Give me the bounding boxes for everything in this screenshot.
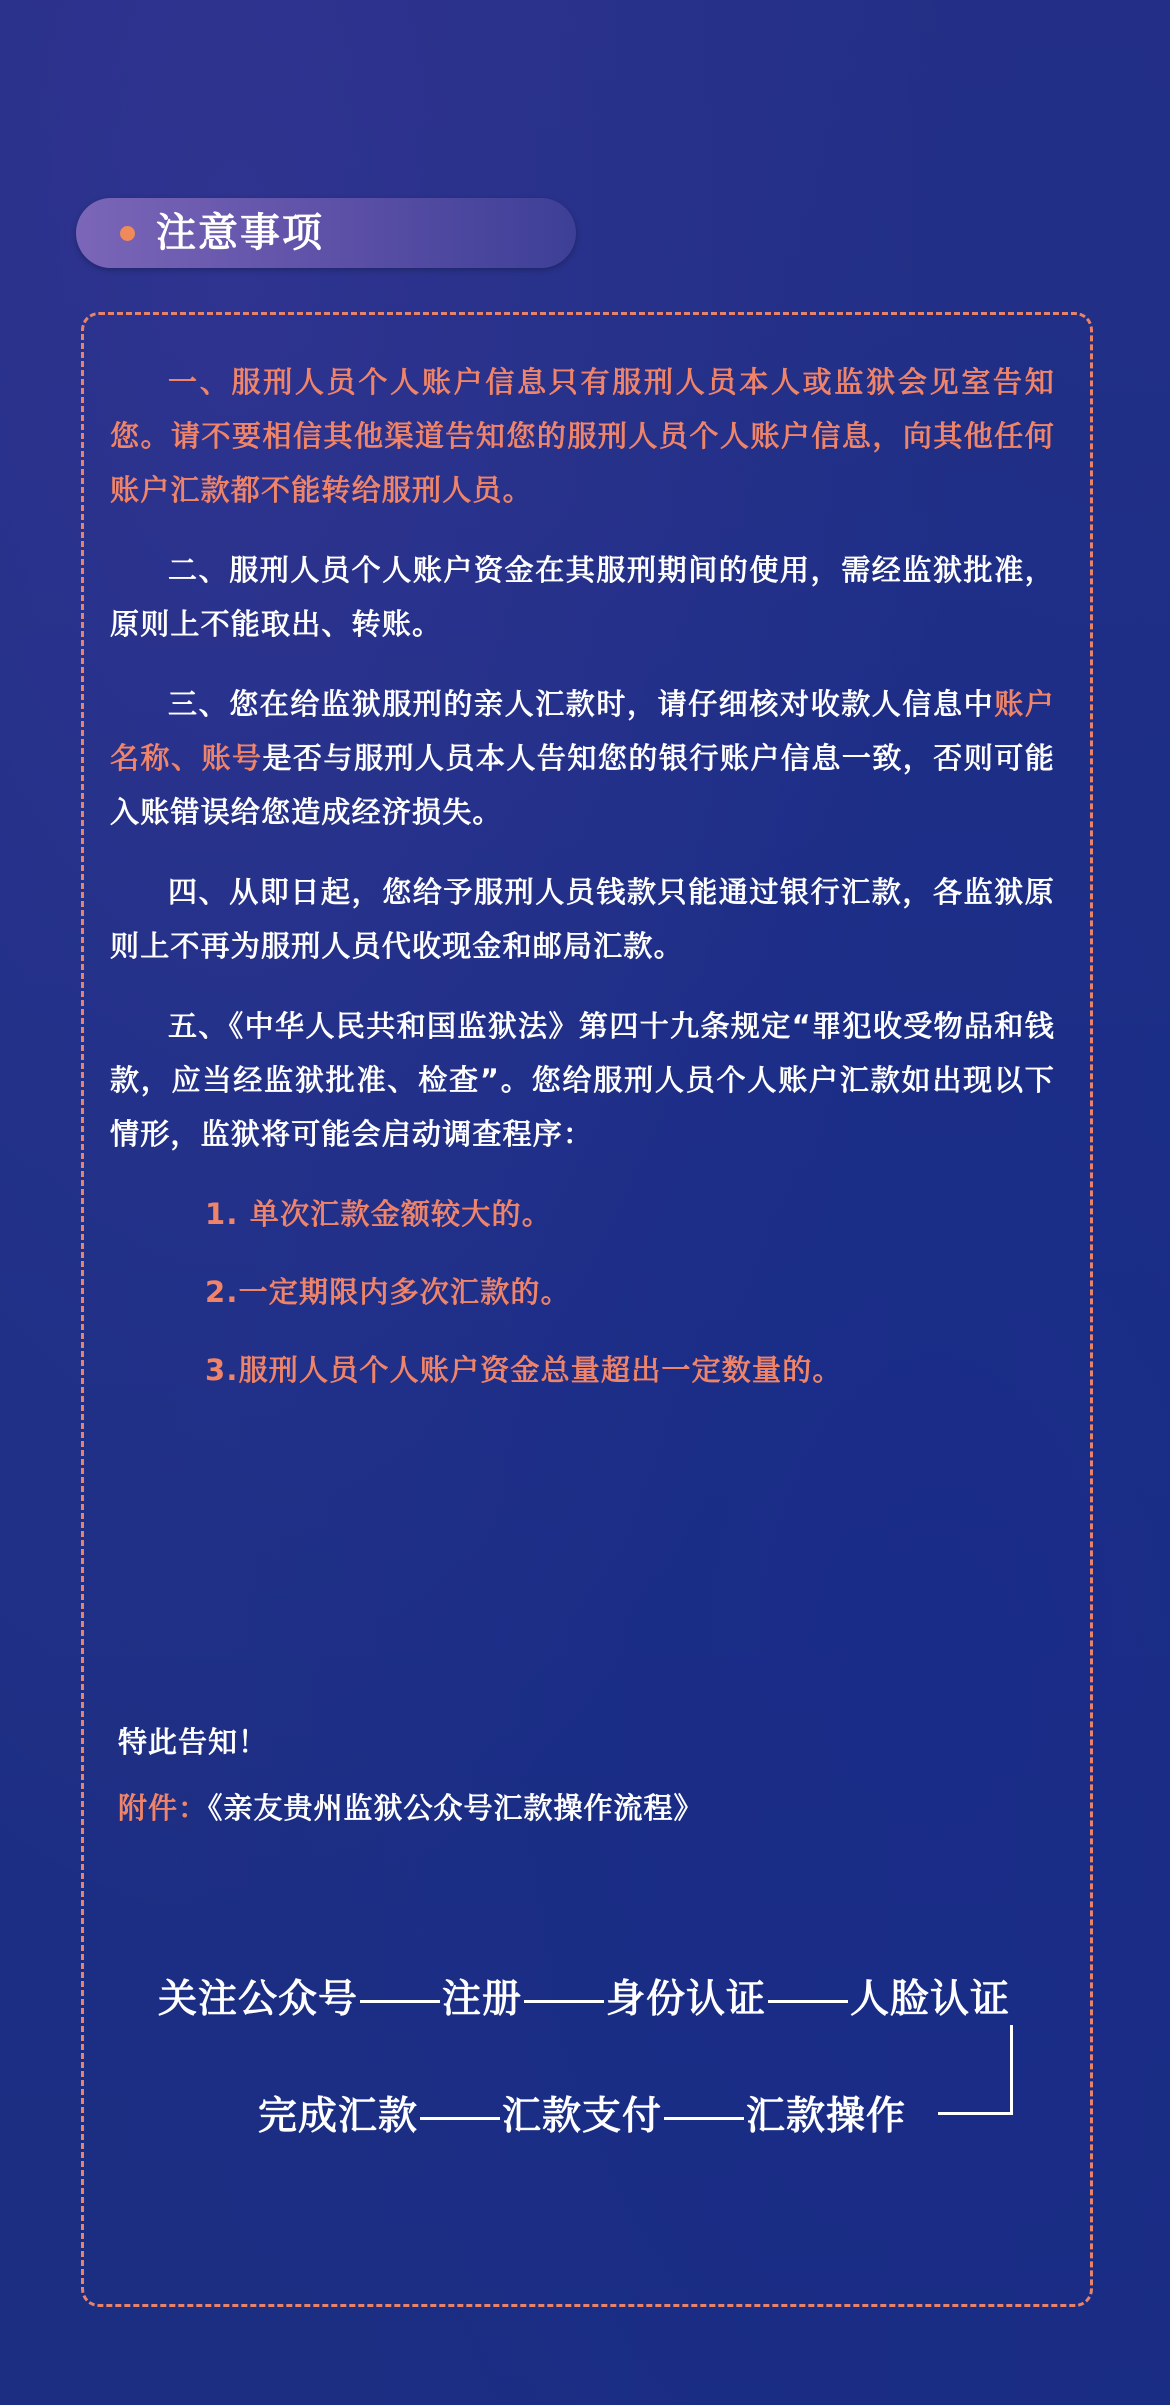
- notice-closing: 特此告知！: [118, 1725, 269, 1759]
- section-title: 注意事项: [156, 210, 324, 256]
- paragraph-3-highlight: 账户名称、账号: [110, 687, 1056, 775]
- flow-row-1: [158, 1968, 1010, 2024]
- flow-step: 汇款操作: [746, 2094, 907, 2139]
- attachment-label: 附件：: [118, 1791, 209, 1825]
- flow-row-2: [258, 2085, 906, 2141]
- flow-step: 完成汇款: [258, 2094, 419, 2139]
- flow-step: 关注公众号: [158, 1977, 359, 2022]
- flow-connector-horizontal: [938, 2112, 1013, 2115]
- flow-step: 人脸认证: [850, 1977, 1011, 2022]
- flow-step: 身份认证: [606, 1977, 767, 2022]
- flow-arrow: [768, 2000, 848, 2003]
- flow-step: 注册: [442, 1977, 523, 2022]
- paragraph-5: 五、《中华人民共和国监狱法》第四十九条规定“罪犯收受物品和钱款，应当经监狱批准、检查”。您给服刑人员个人账户汇款如出现以下情形，监狱将可能会启动调查程序：: [110, 1009, 1055, 1151]
- flow-arrow: [420, 2117, 500, 2120]
- attachment-line: [118, 1786, 704, 1827]
- conditions-list: [110, 1187, 1055, 1397]
- paragraph-3-part-a: 三、您在给监狱服刑的亲人汇款时，请仔细核对收款人信息中: [168, 687, 995, 721]
- condition-item: 3.服刑人员个人账户资金总量超出一定数量的。: [205, 1353, 843, 1387]
- paragraph-3-part-c: 是否与服刑人员本人告知您的银行账户信息一致，否则可能入账错误给您造成经济损失。: [110, 741, 1055, 829]
- bullet-dot-icon: [120, 226, 135, 241]
- flow-connector-vertical: [1010, 2025, 1013, 2115]
- paragraph-2: 二、服刑人员个人账户资金在其服刑期间的使用，需经监狱批准，原则上不能取出、转账。: [110, 553, 1055, 641]
- condition-item: 1. 单次汇款金额较大的。: [205, 1197, 552, 1231]
- paragraph-1: 一、服刑人员个人账户信息只有服刑人员本人或监狱会见室告知您。请不要相信其他渠道告知您的服刑人员个人账户信息，向其他任何账户汇款都不能转给服刑人员。: [110, 365, 1055, 507]
- flow-arrow: [664, 2117, 744, 2120]
- paragraph-4: 四、从即日起，您给予服刑人员钱款只能通过银行汇款，各监狱原则上不再为服刑人员代收现金和邮局汇款。: [110, 875, 1055, 963]
- condition-item: 2.一定期限内多次汇款的。: [205, 1275, 571, 1309]
- flow-arrow: [524, 2000, 604, 2003]
- attachment-name: 《亲友贵州监狱公众号汇款操作流程》: [208, 1791, 704, 1825]
- paragraph-3: [110, 677, 1055, 839]
- notice-content: [110, 355, 1055, 1421]
- section-header: [76, 198, 576, 268]
- flow-arrow: [360, 2000, 440, 2003]
- flow-step: 汇款支付: [502, 2094, 663, 2139]
